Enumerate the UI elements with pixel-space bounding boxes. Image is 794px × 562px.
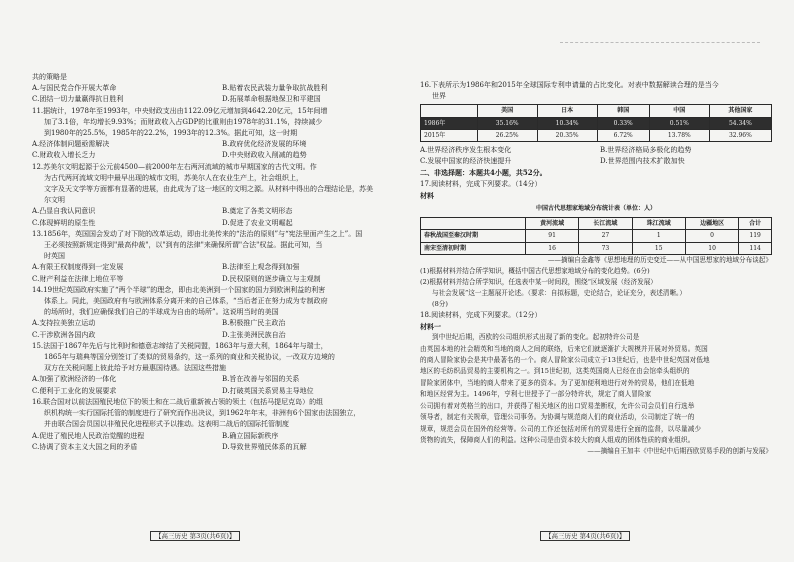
q17-source: ——摘编自金鑫等《思想地理的历史变迁——从中国思想家的地域分布谈起》 [547,255,772,264]
option-b: B.积极推广民主政治 [222,319,286,328]
option-d: D.促进了农业文明崛起 [222,218,293,227]
option-d: D.世界范围内技术扩散加快 [600,157,685,166]
table-header-row: 黄河流域 长江流域 珠江流域 边疆地区 合计 [421,218,772,230]
q18-source: ——摘编自王加丰《中世纪中后期西欧贸易手段的创新与发展》 [587,447,772,456]
question-14: 14.19世纪英国政府实施了“两个半球”的理念，即由北美洲到一个国家的国力到欧洲利益的利害 体系上。同此，美国政府有与欧洲体系分离开来的自己体系，“当后者正在努力成为专制政府 的场所时，我们应确保我们自己的半球成为自由的场所”。这说明当时的美国 [32,285,328,317]
option-b: B.法律至上观念得到加强 [222,263,300,272]
option-c: C.干涉欧洲各国内政 [32,330,96,339]
right-column [420,80,772,457]
option-b: B.确立国际新秩序 [222,431,279,440]
option-b: B.政府优化经济发展的环境 [222,140,307,149]
q16b-options [420,145,772,167]
question-16: 16.联合国对以前法国殖民地位下的领土和在二战后重新被占领的领土（包括马提尼克岛）的组 织机构统一实行国际托管的制度进行了研究而作出决议，到1962年年末，非洲有6个国家由法国独立， 并由联合国会员国以非殖民化进程形式予以推动。这表明二战后的国际托管制度 [32,397,361,429]
q16-options [32,431,404,453]
option-c: C.便利于工业化的发展要求 [32,386,117,395]
thinker-table-title: 中国古代思想家地域分布统计表（单位：人） [535,205,656,213]
material-one-label: 材料一 [420,322,441,332]
option-b: B.贴着农民武装力量争取抗战胜利 [222,84,328,93]
option-a: A.有限王权制度得到一定发展 [32,263,124,272]
question-12: 12.苏美尔文明起源于公元前4500—前2000年左右两河流域的城市早期国家的古代文明。作 为古代两河流域文明中最早出现的城市文明，苏美尔人在农业生产上，社会组织上， 文字及天文学等方面都有显著的进展，由此成为了这一地区的文明之源。从材料中得出的合理结论是，苏美 尔文明 [32,162,373,205]
option-c: C.体现鲜明的原生性 [32,218,96,227]
option-a: A.促进了殖民地人民政治觉醒的进程 [32,431,145,440]
patent-share-table [420,104,772,142]
table-row: 2015年 26.25% 20.35% 6.72% 13.78% 32.96% [421,129,772,141]
question-11: 11.据统计，1978年至1993年，中央财政支出由1122.09亿元增加到4642.20亿元，15年间增 加了3.1倍，年均增长9.93%；而财政收入占GDP的比重则由1978年的31.1%，持续减少 到1980年的25.5%，1985年的22.2%，1993年的12.3%。据此可知，这一时期 [32,106,328,138]
option-b: B.旨在改善与邻国的关系 [222,375,300,384]
option-d: D.中央财政收入削减的趋势 [222,151,307,160]
q10-options [32,83,404,105]
table-header-row: 美国 日本 韩国 中国 其他国家 [421,105,772,117]
scan-mark [560,42,760,44]
option-d: D.导致世界殖民体系的瓦解 [222,442,307,451]
option-d: D.拓展革命根据地保卫和平建国 [222,95,321,104]
option-a: A.经济体制问题亟需解决 [32,140,110,149]
table-row: 南宋至清初时期 16 73 15 10 114 [421,242,772,254]
thinker-distribution-table [420,217,772,255]
question-16b: 16.下表所示为1986年和2015年全球国际专利申请量的占比变化。对表中数据解读合理的是当今 世界 [420,81,719,101]
option-a: A.加强了欧洲经济的一体化 [32,375,117,384]
question-17: 17.阅读材料，完成下列要求。（14分） [420,179,542,188]
table-row: 春秋战国至秦汉时期 91 27 1 0 119 [421,230,772,242]
option-d: D.民权原则的逐步确立与主观制 [222,274,321,283]
option-c: C.团结一切力量赢得抗日胜利 [32,95,124,104]
right-page-footer: 【高三历史 第4页(共6页)】 [540,531,630,540]
q14-options [32,318,404,340]
option-d: D.主张美洲民族自治 [222,330,286,339]
question-18: 18.阅读材料，完成下列要求。（12分） [420,310,542,319]
material-one-text: 到中世纪后期，西欧的公司组织形式出现了新的变化。起初特许公司是 由英国本地的社会精英和当地的商人之间的联络，后来它们就逐渐扩大规模并开展对外贸易。英国 的商人冒险家协会是其中最著名的一个。商人冒险家公司成立于13世纪后，也是中世纪英国对低地 地区的毛纺织品贸易的主要机构之一。到15世纪初，这类英国商人已经在由会馆牵头组织的 冒险家团体中，当地的商人带来了更多的资本。为了更加便利地进行对外的贸易，他们在低地 和地区经营为主。1496年，亨利七世授予了一部分特许状，规定了商人冒险家 公司拥有着对英格兰的出口，并获得了相关地区的出口贸易垄断权，允许公司会员们自行选举 领导者，制定有关规章，管理公司事务。为协调与规范商人们的商业活动，公司制定了统一的 规章，规范会员在国外的经营等。公司的工作还包括对所有的贸易进行全面的监督，以尽量减少 货物的流失，保障商人们的利益。这种公司是由资本较大的商人组成的团体性质的商业组织。 [420,333,710,444]
question-15: 15.法国于1867年先后与比利时和德意志缔结了关税同盟，1863年与意大利，1864年与瑞士， 1865年与瑞典等国分别签订了类似的贸易条约，这一系列的商业和关税协议，一改双方边境的 双方在关税问题上彼此给予对方最惠国待遇。法国这些措施 [32,341,335,373]
option-b: B.奠定了各类文明形态 [222,207,293,216]
material-label: 材料 [420,190,434,200]
option-d: D.打破英国关系贸易主导地位 [222,386,314,395]
q12-options [32,206,404,228]
question-13: 13.1856年，英国国会发动了对下院的改革运动，即由北美传来的“法治的原则”与“宪法里面产生之上”。国 王必须按照新规定得到"最高仲裁"，以"到有的法律"来确保所谓"合法"权益。据此可知，当 时英国 [32,229,363,261]
option-c: C.协调了资本主义大国之间的矛盾 [32,442,138,451]
table-row: 1986年 35.16% 10.34% 0.33% 0.51% 54.34% [421,117,772,129]
option-a: A.凸显自我认同意识 [32,207,96,216]
option-c: C.发展中国家的经济快速提升 [420,157,512,166]
q15-options [32,374,404,396]
option-b: B.世界经济格局多极化的趋势 [600,146,692,155]
q10-continuation: 共的策略是 [32,73,67,81]
option-c: C.财产利益在法律上地位平等 [32,274,124,283]
q17-tasks: (1)根据材料并结合所学知识，概括中国古代思想家地域分布的变化趋势。(6分) (2)根据材料并结合所学知识，任选表中某一时间段，围绕“区域发展（经济发展） 与社会发展”这一主题展开论述。（要求：自拟标题，史论结合，论证充分，表述清晰。） (8分) [420,266,686,308]
part-two-heading: 二、非选择题：本题共4小题，共52分。 [420,168,547,178]
option-c: C.财政收入增长乏力 [32,151,96,160]
option-a: A.世界经济秩序发生根本变化 [420,146,512,155]
q11-options [32,139,404,161]
option-a: A.与国民党合作开展大革命 [32,84,117,93]
left-column [32,72,404,453]
option-a: A.支持拉美独立运动 [32,319,96,328]
q13-options [32,262,404,284]
left-page-footer: 【高三历史 第3页(共6页)】 [150,531,240,540]
